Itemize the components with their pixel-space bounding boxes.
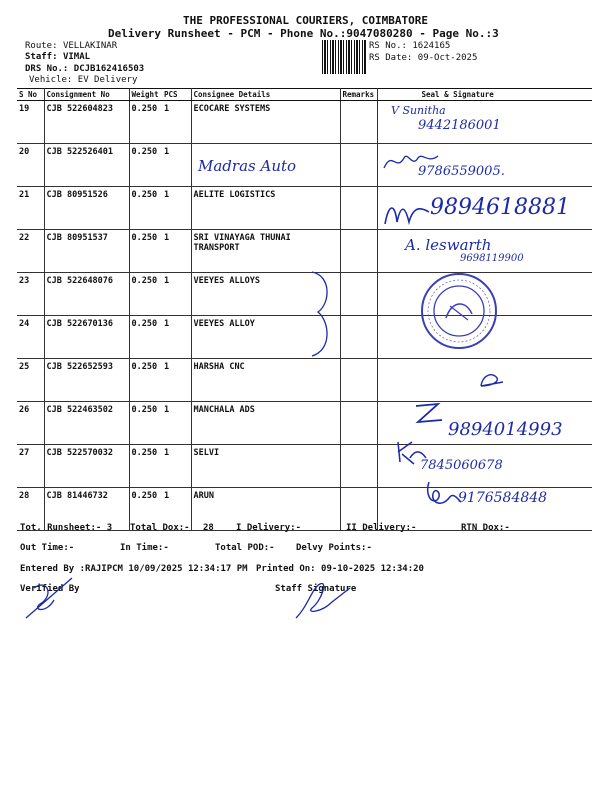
company-name: THE PROFESSIONAL COURIERS, COIMBATORE	[183, 14, 429, 27]
cell-sno: 20	[17, 144, 44, 187]
hw-r22-phone: 9698119900	[460, 253, 524, 264]
cell-remarks	[340, 230, 377, 273]
cell-consignee: SELVI	[191, 445, 340, 488]
printed-on: Printed On: 09-10-2025 12:34:20	[256, 564, 424, 574]
bracket-r23-r24	[308, 268, 332, 360]
cell-weight: 0.250	[129, 273, 162, 316]
cell-consignee: ARUN	[191, 488, 340, 531]
cell-consignment: CJB 522526401	[44, 144, 129, 187]
cell-consignment: CJB 80951537	[44, 230, 129, 273]
mark-r25	[477, 370, 507, 390]
hw-r27-phone: 9894014993	[448, 419, 563, 440]
cell-consignment: CJB 522570032	[44, 445, 129, 488]
cell-pcs: 1	[162, 101, 191, 144]
cell-consignee: VEEYES ALLOYS	[191, 273, 340, 316]
cell-consignment: CJB 81446732	[44, 488, 129, 531]
drs-label: DRS No.:	[25, 64, 69, 74]
signature-r28	[423, 480, 463, 510]
cell-consignment: CJB 522463502	[44, 402, 129, 445]
verified-by-label: Verified By	[20, 584, 80, 594]
vehicle-value: EV Delivery	[77, 75, 138, 85]
cell-sno: 25	[17, 359, 44, 402]
cell-remarks	[340, 402, 377, 445]
cell-sno: 27	[17, 445, 44, 488]
route-label: Route:	[25, 41, 58, 51]
cell-weight: 0.250	[129, 101, 162, 144]
rs-date-line	[369, 53, 477, 63]
cell-consignment: CJB 522604823	[44, 101, 129, 144]
col-pcs: PCS	[162, 89, 191, 101]
i-delivery: I Delivery:-	[236, 523, 302, 533]
cell-weight: 0.250	[129, 316, 162, 359]
cell-sno: 21	[17, 187, 44, 230]
hw-r19-phone: 9442186001	[418, 118, 501, 133]
cell-pcs: 1	[162, 445, 191, 488]
rs-date-value: 09-Oct-2025	[417, 53, 478, 63]
cell-remarks	[340, 144, 377, 187]
delvy-points: Delvy Points:-	[296, 543, 372, 553]
route-line	[25, 41, 117, 51]
staff-label: Staff:	[25, 52, 58, 62]
company-seal	[418, 270, 500, 352]
cell-consignment: CJB 80951526	[44, 187, 129, 230]
rtn-dox: RTN Dox:-	[461, 523, 510, 533]
cell-consignment: CJB 522648076	[44, 273, 129, 316]
cell-pcs: 1	[162, 488, 191, 531]
col-sno: S No	[17, 89, 44, 101]
cell-consignee: ECOCARE SYSTEMS	[191, 101, 340, 144]
table-row	[17, 144, 592, 187]
cell-pcs: 1	[162, 316, 191, 359]
cell-pcs: 1	[162, 230, 191, 273]
table-row	[17, 230, 592, 273]
cell-weight: 0.250	[129, 230, 162, 273]
signature-r26	[412, 400, 446, 426]
cell-sno: 22	[17, 230, 44, 273]
cell-sno: 19	[17, 101, 44, 144]
out-time: Out Time:-	[20, 543, 75, 553]
staff-line	[25, 52, 90, 62]
table-row	[17, 445, 592, 488]
cell-weight: 0.250	[129, 488, 162, 531]
cell-remarks	[340, 273, 377, 316]
hw-r28-phone2: 9176584848	[458, 490, 548, 506]
cell-consignee: HARSHA CNC	[191, 359, 340, 402]
total-dox-label: Total Dox:-	[130, 523, 190, 533]
cell-weight: 0.250	[129, 445, 162, 488]
cell-pcs: 1	[162, 359, 191, 402]
col-consignee: Consignee Details	[191, 89, 340, 101]
cell-pcs: 1	[162, 144, 191, 187]
col-consignment: Consignment No	[44, 89, 129, 101]
hw-r21-phone: 9894618881	[430, 195, 570, 220]
cell-consignee: VEEYES ALLOY	[191, 316, 340, 359]
cell-pcs: 1	[162, 187, 191, 230]
signature-r21	[383, 196, 433, 230]
cell-consignment: CJB 522652593	[44, 359, 129, 402]
cell-remarks	[340, 187, 377, 230]
cell-remarks	[340, 101, 377, 144]
vehicle-line	[29, 75, 137, 85]
runsheet-title: Delivery Runsheet - PCM - Phone No.:9047080280 - Page No.:3	[108, 27, 499, 40]
cell-sno: 24	[17, 316, 44, 359]
hw-r22-name: A. leswarth	[405, 236, 492, 254]
table-row	[17, 101, 592, 144]
in-time: In Time:-	[120, 543, 169, 553]
rs-no-line	[369, 41, 450, 51]
hw-r19-name: V Sunitha	[391, 104, 446, 117]
entered-by: Entered By :RAJIPCM 10/09/2025 12:34:17 PM	[20, 564, 248, 574]
cell-remarks	[340, 316, 377, 359]
cell-weight: 0.250	[129, 359, 162, 402]
cell-pcs: 1	[162, 273, 191, 316]
cell-weight: 0.250	[129, 187, 162, 230]
ii-delivery: II Delivery:-	[346, 523, 417, 533]
cell-sno: 28	[17, 488, 44, 531]
cell-consignee: AELITE LOGISTICS	[191, 187, 340, 230]
drs-value: DCJB162416503	[73, 64, 145, 74]
col-seal-signature: Seal & Signature	[377, 89, 592, 101]
cell-remarks	[340, 359, 377, 402]
total-pod: Total POD:-	[215, 543, 275, 553]
staff-signature-label: Staff Signature	[275, 584, 357, 594]
cell-remarks	[340, 445, 377, 488]
cell-consignee: MANCHALA ADS	[191, 402, 340, 445]
route-value: VELLAKINAR	[62, 41, 118, 51]
cell-consignment: CJB 522670136	[44, 316, 129, 359]
hw-r28-phone1: 7845060678	[420, 458, 503, 473]
table-header-row	[17, 89, 592, 101]
cell-pcs: 1	[162, 402, 191, 445]
hw-r20-phone: 9786559005.	[418, 164, 505, 179]
rs-no-label: RS No.:	[369, 41, 407, 51]
col-remarks: Remarks	[340, 89, 377, 101]
cell-sno: 26	[17, 402, 44, 445]
cell-sno: 23	[17, 273, 44, 316]
barcode	[322, 40, 366, 74]
table-row	[17, 273, 592, 316]
staff-signature	[292, 578, 354, 622]
tot-runsheet: Tot. Runsheet:- 3	[20, 523, 113, 533]
cell-weight: 0.250	[129, 402, 162, 445]
staff-value: VIMAL	[62, 52, 91, 62]
cell-weight: 0.250	[129, 144, 162, 187]
col-weight: Weight	[129, 89, 162, 101]
drs-line	[25, 64, 144, 74]
cell-consignee: SRI VINAYAGA THUNAI TRANSPORT	[191, 230, 340, 273]
table-row	[17, 316, 592, 359]
verified-signature	[24, 574, 76, 620]
vehicle-label: Vehicle:	[29, 75, 73, 85]
total-dox-value: 28	[203, 523, 214, 533]
rs-no-value: 1624165	[412, 41, 451, 51]
hw-r20-consignee: Madras Auto	[198, 157, 297, 175]
runsheet-table	[17, 88, 592, 531]
rs-date-label: RS Date:	[369, 53, 413, 63]
